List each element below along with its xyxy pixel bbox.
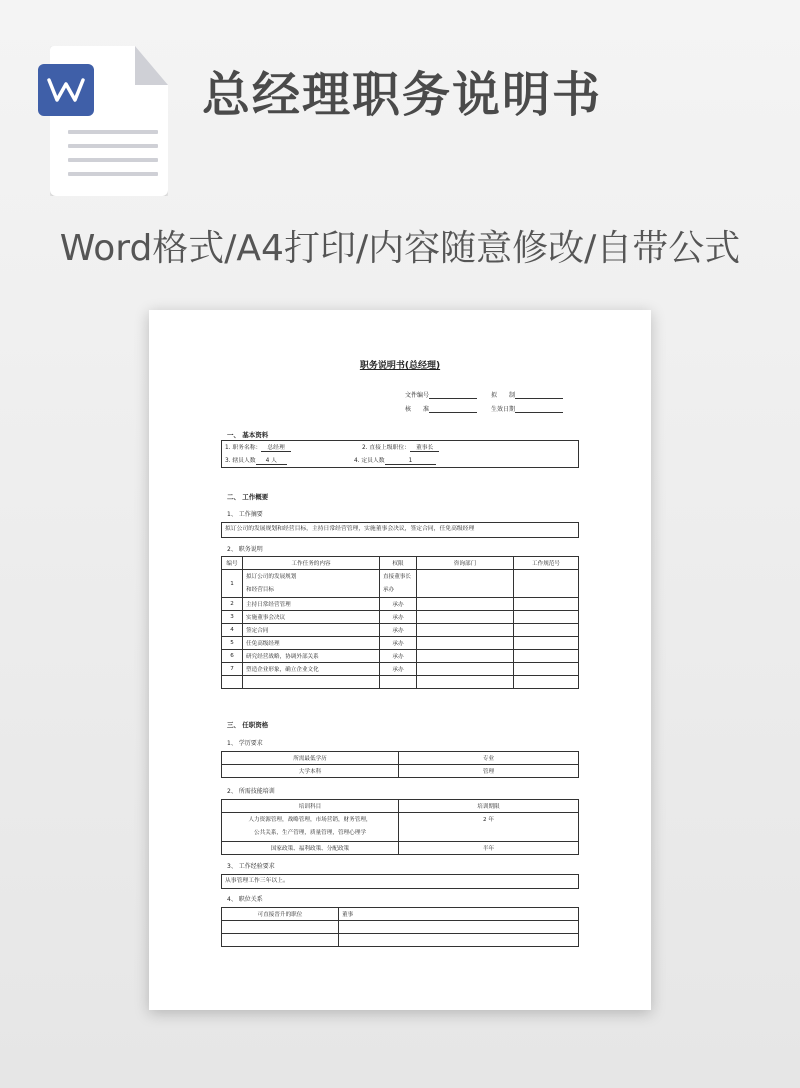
duty-auth: 承办 bbox=[380, 611, 417, 624]
duty-spec bbox=[514, 624, 579, 637]
meta-file-no: 文件编号 bbox=[405, 390, 477, 399]
duty-spec bbox=[514, 637, 579, 650]
duty-task: 任免高级经理 bbox=[243, 637, 380, 650]
duty-dept bbox=[417, 624, 514, 637]
duty-header-task: 工作任务的内容 bbox=[243, 557, 380, 570]
train-subject: 国家政策、福利政策、分配政策 bbox=[222, 842, 399, 855]
duty-header-auth: 权限 bbox=[380, 557, 417, 570]
sub-duty-description: 2、 职务说明 bbox=[227, 546, 263, 553]
train-period: 半年 bbox=[399, 842, 579, 855]
duty-empty-cell bbox=[514, 676, 579, 689]
meta-draft: 拟 制 bbox=[491, 390, 563, 399]
duty-no: 2 bbox=[222, 598, 243, 611]
duty-task: 塑造企业形象，确立企业文化 bbox=[243, 663, 380, 676]
duty-task: 主持日常经营管理 bbox=[243, 598, 380, 611]
duty-no: 7 bbox=[222, 663, 243, 676]
edu-major: 管理 bbox=[399, 765, 579, 778]
duty-no: 5 bbox=[222, 637, 243, 650]
duty-spec bbox=[514, 650, 579, 663]
relation-empty-cell bbox=[222, 921, 339, 934]
relation-empty-cell bbox=[339, 934, 579, 947]
duty-table bbox=[221, 556, 579, 689]
duty-dept bbox=[417, 663, 514, 676]
meta-effective: 生效日期 bbox=[491, 404, 563, 413]
sub-training: 2、 所需技能培训 bbox=[227, 788, 275, 795]
education-table bbox=[221, 751, 579, 778]
train-period: 2 年 bbox=[399, 813, 579, 842]
duty-spec bbox=[514, 663, 579, 676]
relation-header-value: 董事 bbox=[339, 908, 579, 921]
duty-auth: 承办 bbox=[380, 650, 417, 663]
duty-spec bbox=[514, 570, 579, 598]
relation-table bbox=[221, 907, 579, 947]
relation-empty-cell bbox=[222, 934, 339, 947]
section-work-summary: 二、 工作概要 bbox=[227, 493, 269, 501]
section-qualifications: 三、 任职资格 bbox=[227, 721, 269, 729]
word-w-icon bbox=[38, 64, 94, 116]
train-header-period: 培训期限 bbox=[399, 800, 579, 813]
duty-task: 签定合同 bbox=[243, 624, 380, 637]
duty-header-dept: 咨询部门 bbox=[417, 557, 514, 570]
duty-no: 1 bbox=[222, 570, 243, 598]
duty-dept bbox=[417, 611, 514, 624]
training-table bbox=[221, 799, 579, 855]
duty-dept bbox=[417, 570, 514, 598]
word-document-icon bbox=[38, 46, 170, 196]
section-basic-info: 一、 基本资料 bbox=[227, 431, 269, 439]
duty-auth: 承办 bbox=[380, 598, 417, 611]
edu-header-degree: 所需最低学历 bbox=[222, 752, 399, 765]
duty-empty-cell bbox=[222, 676, 243, 689]
duty-auth: 承办 bbox=[380, 624, 417, 637]
edu-degree: 大学本科 bbox=[222, 765, 399, 778]
text-line bbox=[68, 172, 158, 176]
text-line bbox=[68, 158, 158, 162]
sub-work-abstract: 1、 工作摘要 bbox=[227, 511, 263, 518]
sub-position-relation: 4、 职位关系 bbox=[227, 896, 263, 903]
page-fold bbox=[135, 46, 168, 85]
train-header-subject: 培训科目 bbox=[222, 800, 399, 813]
sub-experience: 3、 工作经验要求 bbox=[227, 863, 275, 870]
banner-title: 总经理职务说明书 bbox=[202, 67, 603, 123]
duty-empty-cell bbox=[243, 676, 380, 689]
duty-dept bbox=[417, 637, 514, 650]
duty-no: 6 bbox=[222, 650, 243, 663]
duty-no: 3 bbox=[222, 611, 243, 624]
document-page bbox=[149, 310, 651, 1010]
duty-header-spec: 工作规范号 bbox=[514, 557, 579, 570]
duty-dept bbox=[417, 598, 514, 611]
duty-empty-cell bbox=[417, 676, 514, 689]
text-line bbox=[68, 144, 158, 148]
relation-empty-cell bbox=[339, 921, 579, 934]
relation-header-promote: 可直接晋升的职位 bbox=[222, 908, 339, 921]
text-line bbox=[68, 130, 158, 134]
experience-box: 从事管理工作三年以上。 bbox=[221, 874, 579, 889]
duty-dept bbox=[417, 650, 514, 663]
duty-auth: 承办 bbox=[380, 663, 417, 676]
duty-auth: 承办 bbox=[380, 637, 417, 650]
train-subject: 人力资源管理，战略管理，市场营销，财务管理， 公共关系，生产管理，质量管理，管理心理学 bbox=[222, 813, 399, 842]
duty-task: 研究经营战略，协调外部关系 bbox=[243, 650, 380, 663]
edu-header-major: 专业 bbox=[399, 752, 579, 765]
sub-education: 1、 学历要求 bbox=[227, 740, 263, 747]
meta-approve: 核 准 bbox=[405, 404, 477, 413]
work-abstract-box: 拟订公司的发展规划和经营目标，主持日常经营管理，实施董事会决议，签定合同，任免高级经理 bbox=[221, 522, 579, 538]
duty-no: 4 bbox=[222, 624, 243, 637]
duty-task: 实施董事会决议 bbox=[243, 611, 380, 624]
doc-title: 职务说明书(总经理) bbox=[359, 361, 441, 371]
duty-auth: 直接董事长 承办 bbox=[380, 570, 417, 598]
duty-empty-cell bbox=[380, 676, 417, 689]
duty-header-no: 编号 bbox=[222, 557, 243, 570]
basic-info-box: 1. 职务名称： 总经理 2. 直接上级职位： 董事长 3. 辖员人数 4 人 4. 定员人数 1 bbox=[221, 440, 579, 468]
banner-subtitle: Word格式/A4打印/内容随意修改/自带公式 bbox=[59, 228, 741, 269]
duty-task: 拟订公司的发展规划 和经营目标 bbox=[243, 570, 380, 598]
duty-spec bbox=[514, 598, 579, 611]
duty-spec bbox=[514, 611, 579, 624]
